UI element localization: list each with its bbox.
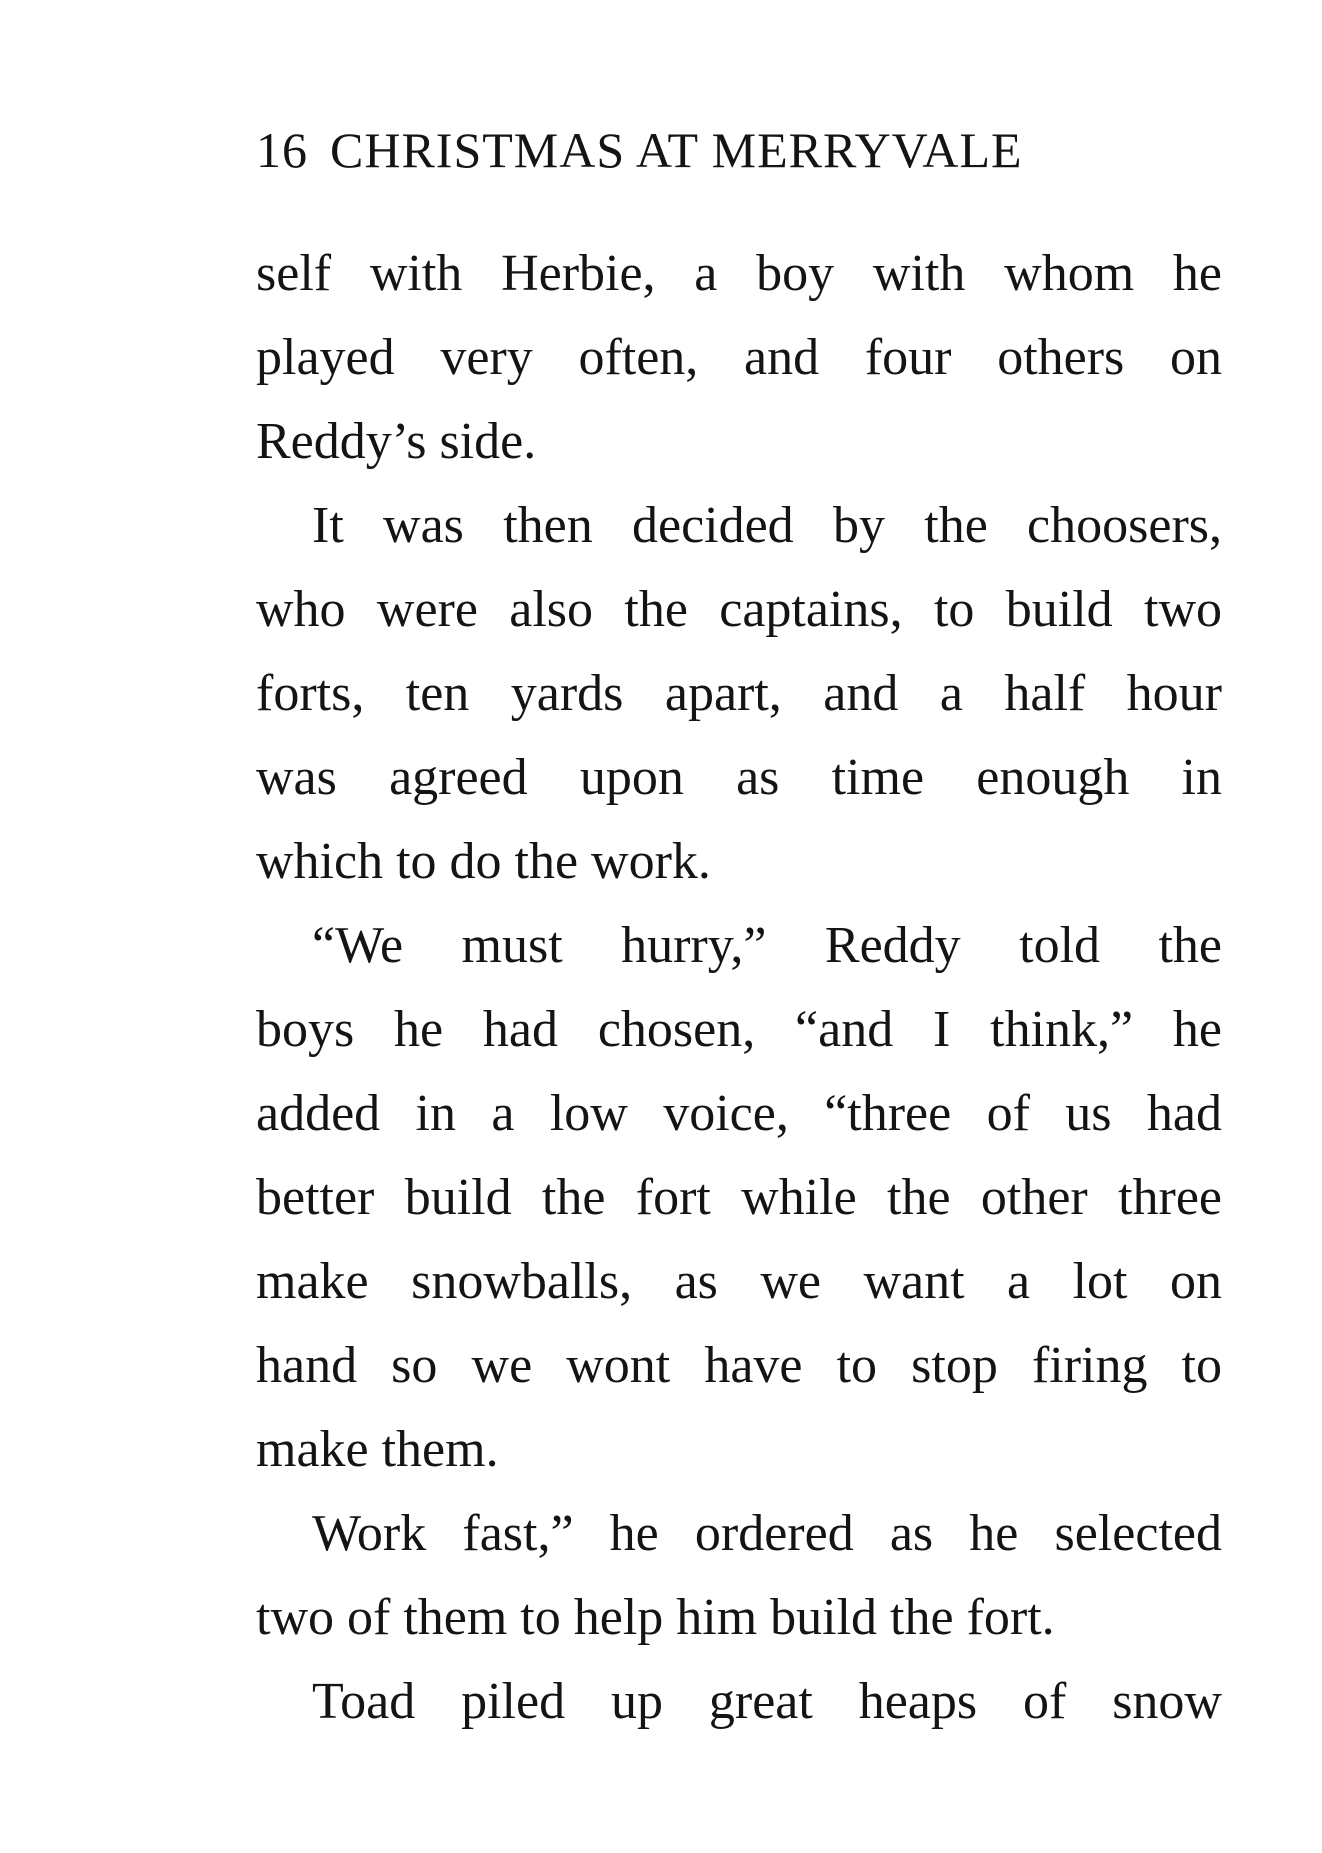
text-line: two of them to help him build the fort. (256, 1589, 1055, 1646)
text-line: played very often, and four others on (256, 329, 1222, 386)
paragraph-first-line: It was then decided by the choosers, (312, 497, 1222, 554)
paragraph-first-line: Work fast,” he ordered as he selected (312, 1505, 1222, 1562)
body-text (256, 232, 1222, 1744)
text-line: was agreed upon as time enough in (256, 749, 1222, 806)
text-line: make snowballs, as we want a lot on (256, 1253, 1222, 1310)
paragraph-first-line: “We must hurry,” Reddy told the (312, 917, 1222, 974)
text-line: Reddy’s side. (256, 413, 537, 470)
text-line: make them. (256, 1421, 499, 1478)
page-number: 16 (256, 122, 308, 178)
text-line: self with Herbie, a boy with whom he (256, 245, 1222, 302)
running-title: CHRISTMAS AT MERRYVALE (330, 122, 1023, 178)
paragraph-first-line: Toad piled up great heaps of snow (312, 1673, 1222, 1730)
text-line: added in a low voice, “three of us had (256, 1085, 1222, 1142)
text-line: forts, ten yards apart, and a half hour (256, 665, 1222, 722)
text-line: better build the fort while the other three (256, 1169, 1222, 1226)
text-line: which to do the work. (256, 833, 711, 890)
text-line: who were also the captains, to build two (256, 581, 1222, 638)
text-line: boys he had chosen, “and I think,” he (256, 1001, 1222, 1058)
text-line: hand so we wont have to stop firing to (256, 1337, 1222, 1394)
running-head (256, 120, 1226, 180)
